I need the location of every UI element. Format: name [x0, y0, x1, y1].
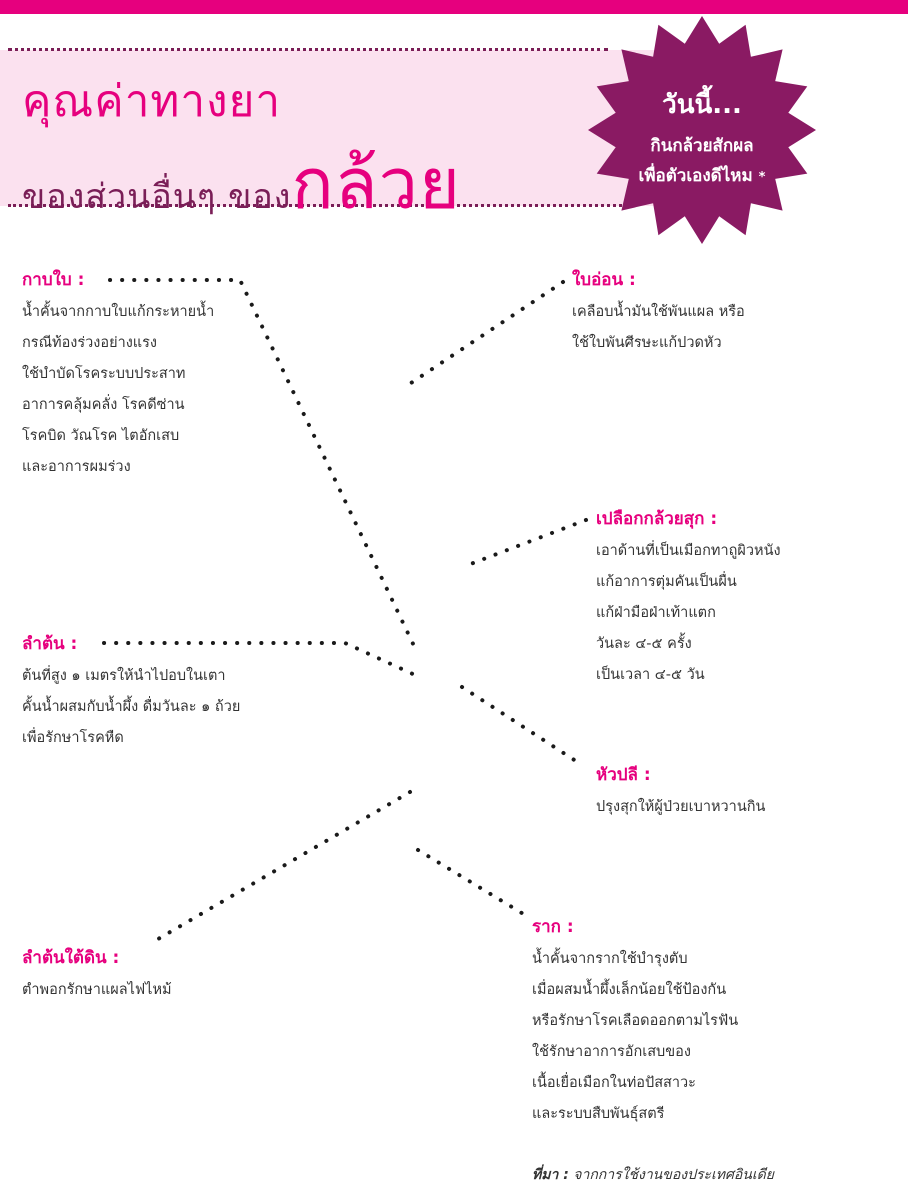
section-root: [532, 913, 738, 1130]
section-hua-plee: [596, 761, 765, 823]
section-bai-on-line: เคลือบน้ำมันใช้พันแผล หรือ: [572, 304, 745, 320]
section-root-line: และระบบสืบพันธุ์สตรี: [532, 1106, 665, 1122]
section-trunk-line: ต้นที่สูง ๑ เมตรให้นำไปอบในเตา: [22, 668, 226, 684]
section-root-line: ใช้รักษาอาการอักเสบของ: [532, 1044, 691, 1060]
section-peel-heading: เปลือกกล้วยสุก :: [596, 509, 718, 529]
page-title: คุณค่าทางยา: [22, 76, 282, 127]
section-kaap-bai: [22, 266, 214, 483]
section-hua-plee-heading: หัวปลี :: [596, 765, 651, 785]
section-root-line: น้ำคั้นจากรากใช้บำรุงตับ: [532, 951, 688, 967]
section-kaap-bai-line: และอาการผมร่วง: [22, 459, 131, 475]
connector-peel: [468, 520, 586, 565]
section-underground-heading: ลำต้นใต้ดิน :: [22, 948, 120, 968]
asterisk-mark: *: [758, 170, 766, 185]
connector-bai-on: [408, 282, 563, 385]
section-peel-line: แก้อาการตุ่มคันเป็นผื่น: [596, 574, 737, 590]
section-trunk-line: เพื่อรักษาโรคหืด: [22, 730, 124, 746]
section-peel: [596, 505, 781, 691]
connector-underground: [153, 792, 410, 942]
section-bai-on-line: ใช้ใบพันศีรษะแก้ปวดหัว: [572, 335, 722, 351]
section-kaap-bai-line: กรณีท้องร่วงอย่างแรง: [22, 335, 158, 351]
section-bai-on: [572, 266, 745, 359]
section-peel-line: เอาด้านที่เป็นเมือกทาถูผิวหนัง: [596, 543, 781, 559]
subtitle-prefix: ของส่วนอื่นๆ ของ: [22, 177, 292, 217]
connector-hua-plee: [462, 687, 582, 765]
section-kaap-bai-line: โรคบิด วัณโรค ไตอักเสบ: [22, 428, 180, 444]
section-underground: [22, 944, 172, 1006]
section-kaap-bai-line: ใช้บำบัดโรคระบบประสาท: [22, 366, 186, 382]
source-text: จากการใช้งานของประเทศอินเดีย: [573, 1167, 774, 1183]
section-trunk-line: คั้นน้ำผสมกับน้ำผึ้ง ดื่มวันละ ๑ ถ้วย: [22, 699, 241, 715]
badge-line-3-text: เพื่อตัวเองดีไหม: [638, 166, 753, 186]
section-trunk: [22, 630, 240, 754]
section-kaap-bai-heading: กาบใบ :: [22, 270, 85, 290]
section-root-heading: ราก :: [532, 917, 574, 937]
section-root-line: เนื้อเยื่อเมือกในท่อปัสสาวะ: [532, 1075, 696, 1091]
source-credit: [532, 1164, 774, 1186]
section-kaap-bai-line: น้ำคั้นจากกาบใบแก้กระหายน้ำ: [22, 304, 215, 320]
section-hua-plee-line: ปรุงสุกให้ผู้ป่วยเบาหวานกิน: [596, 799, 766, 815]
section-trunk-heading: ลำต้น :: [22, 634, 78, 654]
section-peel-line: วันละ ๔-๕ ครั้ง: [596, 636, 692, 652]
connector-root: [418, 850, 530, 918]
source-label: ที่มา :: [532, 1167, 569, 1183]
section-bai-on-heading: ใบอ่อน :: [572, 270, 636, 290]
subtitle-highlight: กล้วย: [291, 143, 461, 225]
section-root-line: เมื่อผสมน้ำผึ้งเล็กน้อยใช้ป้องกัน: [532, 982, 727, 998]
section-kaap-bai-line: อาการคลุ้มคลั่ง โรคดีซ่าน: [22, 397, 185, 413]
badge-line-1: วันนี้...: [662, 90, 742, 120]
section-underground-line: ตำพอกรักษาแผลไฟไหม้: [22, 982, 172, 998]
section-root-line: หรือรักษาโรคเลือดออกตามไรฟัน: [532, 1013, 739, 1029]
section-peel-line: แก้ฝ่ามือฝ่าเท้าแตก: [596, 605, 716, 621]
badge-line-2: กินกล้วยสักผล: [650, 136, 754, 156]
section-peel-line: เป็นเวลา ๔-๕ วัน: [596, 667, 705, 683]
